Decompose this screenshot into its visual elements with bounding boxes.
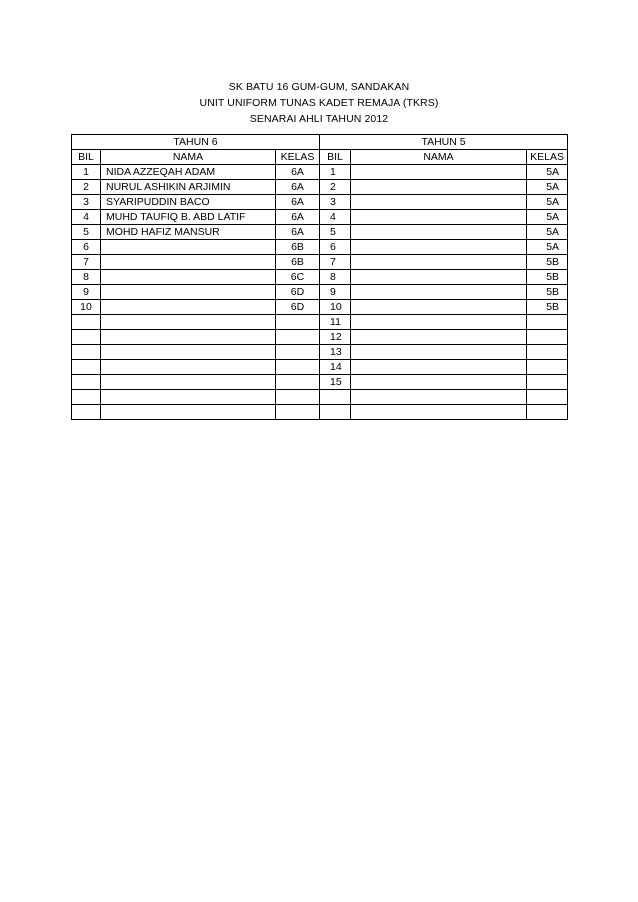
cell-nama-tahun-6: SYARIPUDDIN BACO (101, 195, 276, 210)
cell-kelas-tahun-6: 6B (276, 240, 320, 255)
cell-kelas-tahun-5: 5B (527, 255, 568, 270)
cell-nama-tahun-5 (351, 270, 527, 285)
cell-bil-tahun-5: 11 (320, 315, 351, 330)
cell-nama-tahun-5 (351, 405, 527, 420)
unit-name: UNIT UNIFORM TUNAS KADET REMAJA (TKRS) (199, 97, 439, 109)
cell-nama-tahun-5 (351, 285, 527, 300)
cell-bil-tahun-5: 4 (320, 210, 351, 225)
cell-kelas-tahun-6: 6D (276, 300, 320, 315)
cell-bil-tahun-5: 6 (320, 240, 351, 255)
cell-bil-tahun-5: 7 (320, 255, 351, 270)
cell-bil-tahun-5 (320, 390, 351, 405)
cell-bil-tahun-5: 12 (320, 330, 351, 345)
group-header-tahun-5: TAHUN 5 (320, 135, 568, 150)
cell-kelas-tahun-6 (276, 330, 320, 345)
cell-nama-tahun-5 (351, 345, 527, 360)
table-row (72, 240, 568, 255)
cell-bil-tahun-6: 5 (72, 225, 101, 240)
cell-nama-tahun-6: NIDA AZZEQAH ADAM (101, 165, 276, 180)
cell-bil-tahun-6: 1 (72, 165, 101, 180)
col-header-kelas-6: KELAS (276, 150, 320, 165)
cell-nama-tahun-5 (351, 315, 527, 330)
col-header-kelas-5: KELAS (527, 150, 568, 165)
cell-bil-tahun-5: 14 (320, 360, 351, 375)
cell-kelas-tahun-6 (276, 345, 320, 360)
cell-bil-tahun-6 (72, 405, 101, 420)
document-header (0, 79, 638, 127)
cell-nama-tahun-6 (101, 330, 276, 345)
cell-kelas-tahun-5 (527, 390, 568, 405)
cell-nama-tahun-6 (101, 270, 276, 285)
cell-nama-tahun-5 (351, 375, 527, 390)
cell-bil-tahun-6: 6 (72, 240, 101, 255)
table-row (72, 360, 568, 375)
cell-kelas-tahun-5: 5B (527, 285, 568, 300)
cell-kelas-tahun-5 (527, 315, 568, 330)
cell-nama-tahun-5 (351, 195, 527, 210)
cell-nama-tahun-6 (101, 360, 276, 375)
cell-kelas-tahun-6: 6A (276, 225, 320, 240)
cell-bil-tahun-6: 3 (72, 195, 101, 210)
cell-bil-tahun-6: 8 (72, 270, 101, 285)
cell-bil-tahun-5: 5 (320, 225, 351, 240)
cell-bil-tahun-6: 2 (72, 180, 101, 195)
cell-bil-tahun-6: 4 (72, 210, 101, 225)
table-row (72, 315, 568, 330)
cell-bil-tahun-6 (72, 375, 101, 390)
table-row (72, 165, 568, 180)
cell-kelas-tahun-5 (527, 330, 568, 345)
cell-kelas-tahun-6: 6A (276, 195, 320, 210)
cell-kelas-tahun-5 (527, 375, 568, 390)
cell-kelas-tahun-6: 6B (276, 255, 320, 270)
cell-kelas-tahun-6: 6C (276, 270, 320, 285)
cell-kelas-tahun-5: 5A (527, 225, 568, 240)
cell-nama-tahun-6 (101, 300, 276, 315)
column-header-row (72, 150, 568, 165)
cell-nama-tahun-5 (351, 240, 527, 255)
cell-nama-tahun-6 (101, 240, 276, 255)
cell-bil-tahun-5 (320, 405, 351, 420)
cell-nama-tahun-5 (351, 330, 527, 345)
table-row (72, 285, 568, 300)
cell-bil-tahun-5: 15 (320, 375, 351, 390)
cell-nama-tahun-6 (101, 375, 276, 390)
school-name: SK BATU 16 GUM-GUM, SANDAKAN (228, 81, 410, 93)
cell-nama-tahun-5 (351, 300, 527, 315)
cell-kelas-tahun-6 (276, 360, 320, 375)
cell-nama-tahun-5 (351, 360, 527, 375)
col-header-nama-5: NAMA (351, 150, 527, 165)
cell-kelas-tahun-5 (527, 345, 568, 360)
cell-nama-tahun-6 (101, 345, 276, 360)
col-header-bil-6: BIL (72, 150, 101, 165)
cell-nama-tahun-6: NURUL ASHIKIN ARJIMIN (101, 180, 276, 195)
member-table (71, 134, 568, 420)
cell-bil-tahun-6: 7 (72, 255, 101, 270)
cell-nama-tahun-6 (101, 315, 276, 330)
cell-kelas-tahun-6: 6A (276, 180, 320, 195)
table-row (72, 255, 568, 270)
cell-bil-tahun-6: 9 (72, 285, 101, 300)
cell-bil-tahun-5: 1 (320, 165, 351, 180)
cell-kelas-tahun-6 (276, 390, 320, 405)
cell-nama-tahun-6 (101, 405, 276, 420)
group-header-row (72, 135, 568, 150)
cell-kelas-tahun-5: 5B (527, 270, 568, 285)
cell-bil-tahun-5: 10 (320, 300, 351, 315)
cell-kelas-tahun-5: 5A (527, 240, 568, 255)
cell-bil-tahun-6 (72, 345, 101, 360)
list-title: SENARAI AHLI TAHUN 2012 (249, 113, 389, 125)
table-row (72, 270, 568, 285)
cell-nama-tahun-5 (351, 390, 527, 405)
cell-bil-tahun-6 (72, 390, 101, 405)
cell-bil-tahun-6 (72, 315, 101, 330)
cell-bil-tahun-5: 13 (320, 345, 351, 360)
cell-kelas-tahun-6 (276, 405, 320, 420)
col-header-nama-6: NAMA (101, 150, 276, 165)
cell-kelas-tahun-6 (276, 375, 320, 390)
cell-bil-tahun-6 (72, 360, 101, 375)
cell-kelas-tahun-5: 5A (527, 180, 568, 195)
col-header-bil-5: BIL (320, 150, 351, 165)
cell-kelas-tahun-6: 6D (276, 285, 320, 300)
table-row (72, 180, 568, 195)
cell-kelas-tahun-5: 5A (527, 195, 568, 210)
cell-nama-tahun-6 (101, 255, 276, 270)
cell-nama-tahun-6 (101, 285, 276, 300)
cell-nama-tahun-5 (351, 165, 527, 180)
cell-bil-tahun-5: 2 (320, 180, 351, 195)
cell-nama-tahun-5 (351, 210, 527, 225)
cell-nama-tahun-5 (351, 255, 527, 270)
cell-kelas-tahun-5 (527, 405, 568, 420)
group-header-tahun-6: TAHUN 6 (72, 135, 320, 150)
cell-bil-tahun-5: 3 (320, 195, 351, 210)
cell-kelas-tahun-6: 6A (276, 165, 320, 180)
cell-bil-tahun-5: 8 (320, 270, 351, 285)
table-row (72, 210, 568, 225)
table-row (72, 300, 568, 315)
table-row (72, 405, 568, 420)
cell-nama-tahun-6 (101, 390, 276, 405)
cell-nama-tahun-5 (351, 225, 527, 240)
table-row (72, 345, 568, 360)
cell-kelas-tahun-5: 5B (527, 300, 568, 315)
table-row (72, 375, 568, 390)
table-row (72, 225, 568, 240)
cell-bil-tahun-6 (72, 330, 101, 345)
cell-bil-tahun-5: 9 (320, 285, 351, 300)
table-row (72, 390, 568, 405)
cell-nama-tahun-6: MUHD TAUFIQ B. ABD LATIF (101, 210, 276, 225)
cell-bil-tahun-6: 10 (72, 300, 101, 315)
table-row (72, 330, 568, 345)
cell-kelas-tahun-6: 6A (276, 210, 320, 225)
cell-kelas-tahun-6 (276, 315, 320, 330)
cell-kelas-tahun-5 (527, 360, 568, 375)
cell-kelas-tahun-5: 5A (527, 210, 568, 225)
cell-nama-tahun-5 (351, 180, 527, 195)
cell-kelas-tahun-5: 5A (527, 165, 568, 180)
cell-nama-tahun-6: MOHD HAFIZ MANSUR (101, 225, 276, 240)
table-row (72, 195, 568, 210)
